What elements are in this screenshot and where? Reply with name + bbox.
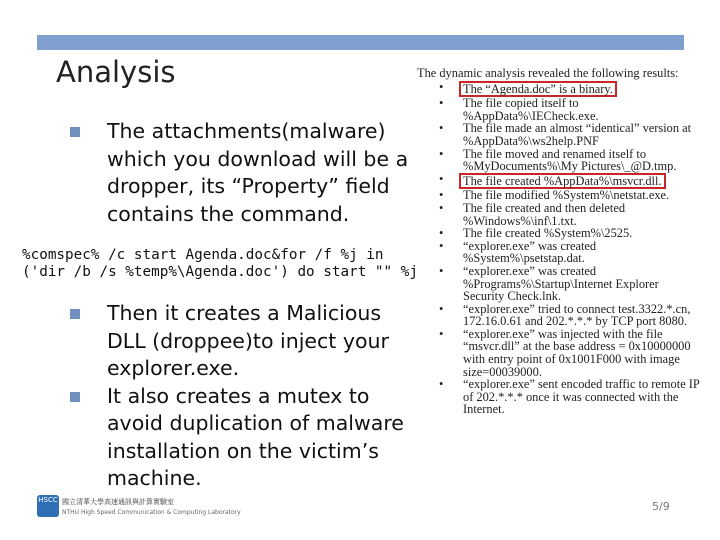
- result-item: [415, 303, 700, 328]
- command-block: [22, 247, 418, 281]
- result-item: [415, 148, 700, 173]
- bullet-dot-icon: •: [439, 326, 444, 341]
- bullet-dot-icon: •: [439, 146, 444, 161]
- bullet-text: The attachments(malware) which you download will be a dropper, its “Property” field contains the command.: [107, 119, 409, 226]
- result-text: The file modified %System%\netstat.exe.: [463, 188, 670, 203]
- analysis-results-panel: [415, 67, 700, 416]
- result-text: The file created and then deleted %Windows%\inf\1.txt.: [463, 200, 626, 228]
- result-text: “explorer.exe” was injected with the file “msvcr.dll” at the base address = 0x10000000 with entry point of 0x1001F000 with image size=00039000.: [463, 326, 691, 379]
- result-text: The file copied itself to %AppData%\IECheck.exe.: [463, 96, 599, 123]
- highlighted-result: The “Agenda.doc” is a binary.: [459, 81, 617, 98]
- bullet-item: [70, 300, 420, 383]
- result-item: [415, 265, 700, 303]
- command-line: %comspec% /c start Agenda.doc&for /f %j in: [22, 247, 384, 263]
- result-item: [415, 81, 700, 98]
- bullet-dot-icon: •: [439, 377, 444, 392]
- result-item: [415, 328, 700, 378]
- result-text: “explorer.exe” was created %Programs%\Startup\Internet Explorer Security Check.lnk.: [463, 263, 659, 304]
- bullet-dot-icon: •: [439, 226, 444, 241]
- bullet-dot-icon: •: [439, 200, 444, 215]
- bullet-dot-icon: •: [439, 301, 444, 316]
- title-bar-decoration: [37, 35, 684, 50]
- lab-logo: HSCC: [37, 495, 59, 517]
- bullet-dot-icon: •: [439, 79, 444, 94]
- bullet-item: [70, 118, 430, 228]
- square-bullet-icon: [70, 309, 80, 319]
- result-text: The file made an almost “identical” version at %AppData%\ws2help.PNF: [463, 121, 692, 148]
- result-text: “explorer.exe” tried to connect test.3322.*.cn, 172.16.0.61 and 202.*.*.* by TCP port 8080.: [463, 301, 691, 329]
- result-text: The file created %System%\2525.: [463, 226, 633, 241]
- results-heading: The dynamic analysis revealed the following results:: [417, 66, 679, 80]
- bullet-dot-icon: •: [439, 96, 444, 111]
- bullet-dot-icon: •: [439, 263, 444, 278]
- footer-lab-name-english: NTHU High Speed Communication & Computing Laboratory: [62, 509, 241, 516]
- bullet-text: Then it creates a Malicious DLL (droppee)to inject your explorer.exe.: [107, 301, 389, 380]
- result-item: [415, 378, 700, 416]
- square-bullet-icon: [70, 127, 80, 137]
- result-text: “explorer.exe” sent encoded traffic to remote IP of 202.*.*.* once it was connected with the Internet.: [463, 377, 700, 417]
- highlighted-result: The file created %AppData%\msvcr.dll.: [459, 173, 666, 190]
- result-item: [415, 240, 700, 265]
- result-text: “explorer.exe” was created %System%\psetstap.dat.: [463, 238, 597, 266]
- bullet-dot-icon: •: [439, 121, 444, 136]
- square-bullet-icon: [70, 392, 80, 402]
- bullet-text: It also creates a mutex to avoid duplication of malware installation on the victim’s machine.: [107, 383, 404, 490]
- left-column-lower: [70, 300, 420, 493]
- result-item: [415, 173, 700, 190]
- result-item: [415, 202, 700, 227]
- result-item: [415, 122, 700, 147]
- bullet-dot-icon: •: [439, 171, 444, 186]
- footer-lab-name-chinese: 國立清華大學高速通訊與計算實驗室: [62, 498, 174, 506]
- result-item: [415, 97, 700, 122]
- slide-title: Analysis: [56, 55, 176, 89]
- bullet-dot-icon: •: [439, 238, 444, 253]
- page-number: 5/9: [652, 500, 670, 513]
- bullet-dot-icon: •: [439, 188, 444, 203]
- result-text: The file moved and renamed itself to %MyDocuments%\My Pictures\_@D.tmp.: [463, 146, 677, 174]
- command-line: ('dir /b /s %temp%\Agenda.doc') do start "" %j: [22, 264, 418, 280]
- bullet-item: [70, 383, 420, 493]
- left-column: [70, 118, 430, 228]
